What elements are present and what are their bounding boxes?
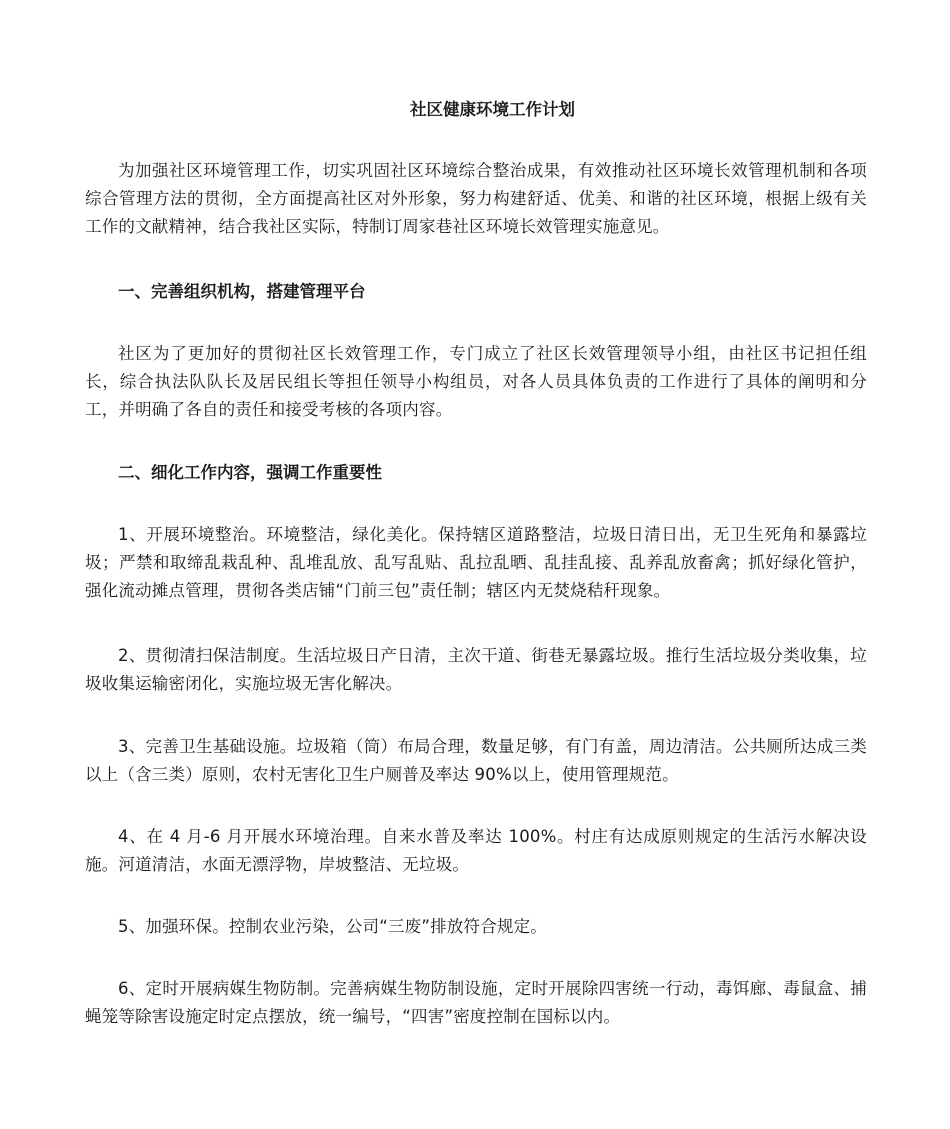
section-2-item-6: 6、定时开展病媒生物防制。完善病媒生物防制设施，定时开展除四害统一行动，毒饵廊、毒鼠盒、捕蝇笼等除害设施定时定点摆放，统一编号，“四害”密度控制在国标以内。 xyxy=(85,979,867,1026)
section-2-item-1: 1、开展环境整治。环境整洁，绿化美化。保持辖区道路整洁，垃圾日清日出，无卫生死角和暴露垃圾；严禁和取缔乱栽乱种、乱堆乱放、乱写乱贴、乱拉乱晒、乱挂乱接、乱养乱放畜禽；抓好绿化管护，强化流动摊点管理，贯彻各类店铺“门前三包”责任制；辖区内无焚烧秸秆现象。 xyxy=(85,525,867,600)
section-2-item-5: 5、加强环保。控制农业污染，公司“三废”排放符合规定。 xyxy=(118,917,547,936)
section-1-paragraph: 社区为了更加好的贯彻社区长效管理工作，专门成立了社区长效管理领导小组，由社区书记担任组长，综合执法队队长及居民组长等担任领导小构组员，对各人员具体负责的工作进行了具体的阐明和分工，并明确了各自的责任和接受考核的各项内容。 xyxy=(85,344,867,419)
intro-paragraph: 为加强社区环境管理工作，切实巩固社区环境综合整治成果，有效推动社区环境长效管理机制和各项综合管理方法的贯彻，全方面提高社区对外形象，努力构建舒适、优美、和谐的社区环境，根据上级有关工作的文献精神，结合我社区实际，特制订周家巷社区环境长效管理实施意见。 xyxy=(85,161,867,236)
section-2-item-3: 3、完善卫生基础设施。垃圾箱（筒）布局合理，数量足够，有门有盖，周边清洁。公共厕所达成三类以上（含三类）原则，农村无害化卫生户厕普及率达 90%以上，使用管理规范。 xyxy=(85,737,867,784)
section-2-heading: 二、细化工作内容，强调工作重要性 xyxy=(118,463,382,482)
section-2-item-2: 2、贯彻清扫保洁制度。生活垃圾日产日清，主次干道、街巷无暴露垃圾。推行生活垃圾分类收集，垃圾收集运输密闭化，实施垃圾无害化解决。 xyxy=(85,646,867,693)
section-1-heading: 一、完善组织机构，搭建管理平台 xyxy=(118,282,366,301)
document-title: 社区健康环境工作计划 xyxy=(410,100,575,119)
section-2-item-4: 4、在 4 月-6 月开展水环境治理。自来水普及率达 100%。村庄有达成原则规定的生活污水解决设施。河道清洁，水面无漂浮物，岸坡整洁、无垃圾。 xyxy=(85,827,867,874)
